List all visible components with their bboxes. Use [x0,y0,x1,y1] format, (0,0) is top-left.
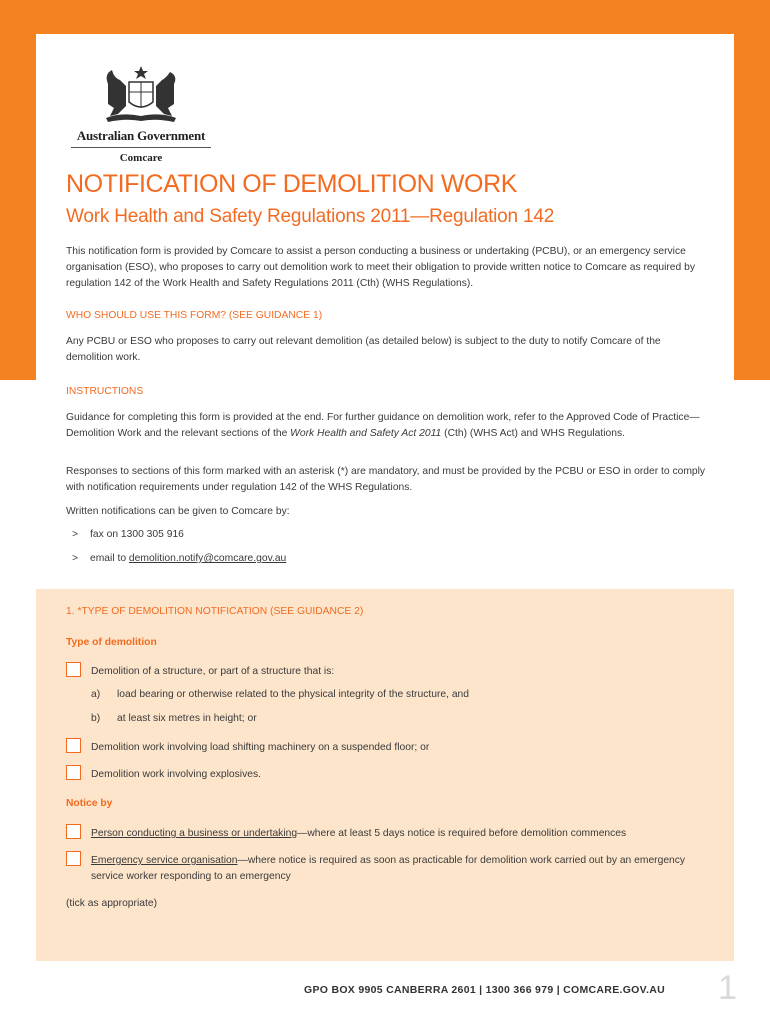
eso-description: —where notice is required as soon as practicable for demolition work carried out by an emergency service worker responding to an emergency [91,855,686,882]
instructions-text-end: (Cth) (WHS Act) and WHS Regulations. [441,428,625,439]
intro-paragraph: This notification form is provided by Comcare to assist a person conducting a business or undertaking (PCBU), or an emergency service organisation (ESO), who proposes to carry out demolition work to meet their obligation to provide written notice to Comcare as required by regulation 142 of the Work Health and Safety Regulations 2011 (Cth) (WHS Regulations). [66,246,695,289]
sub-item-marker: a) [91,689,101,700]
instructions-text: Guidance for completing this form is provided at the end. For further guidance on demolition work, refer to the Approved Code of Practice—Demolition Work and the relevant sections of the [66,412,700,439]
footer-contact: GPO BOX 9905 CANBERRA 2601 | 1300 366 979 | COMCARE.GOV.AU [304,984,665,996]
coat-of-arms-icon [96,64,186,126]
form-subtitle: Work Health and Safety Regulations 2011—Regulation 142 [66,206,555,227]
sub-item-marker: b) [91,713,101,724]
type-of-demolition-heading: Type of demolition [66,637,157,648]
structure-checkbox[interactable] [66,662,81,677]
eso-label [91,853,701,885]
pcbu-checkbox[interactable] [66,824,81,839]
fax-bullet [72,529,184,540]
instructions-paragraph-1 [66,410,706,442]
email-prefix: email to [90,553,129,564]
instructions-paragraph-3: Written notifications can be given to Comcare by: [66,506,290,517]
bullet-arrow-icon: > [72,553,79,564]
pcbu-label [91,826,701,842]
explosives-label: Demolition work involving explosives. [91,769,261,780]
sub-item-a [91,689,469,700]
form-title: NOTIFICATION OF DEMOLITION WORK [66,170,518,198]
explosives-checkbox[interactable] [66,765,81,780]
machinery-checkbox[interactable] [66,738,81,753]
machinery-label: Demolition work involving load shifting machinery on a suspended floor; or [91,742,430,753]
tick-note: (tick as appropriate) [66,898,157,909]
email-bullet [72,553,286,564]
who-paragraph: Any PCBU or ESO who proposes to carry out relevant demolition (as detailed below) is subject to the duty to notify Comcare of the demolition work. [66,336,661,363]
notice-by-heading: Notice by [66,798,113,809]
government-name: Australian Government [76,128,206,143]
act-title: Work Health and Safety Act 2011 [290,428,442,439]
page-number: 1 [718,969,737,1007]
instructions-paragraph-2: Responses to sections of this form marked with an asterisk (*) are mandatory, and must be provided by the PCBU or ESO in order to comply with notification requirements under regulation 142 of the WHS Regulations. [66,466,706,493]
who-heading: WHO SHOULD USE THIS FORM? (SEE GUIDANCE 1) [66,310,323,321]
sub-item-b [91,713,257,724]
fax-text: fax on 1300 305 916 [90,529,184,540]
agency-name: Comcare [119,152,163,164]
eso-checkbox[interactable] [66,851,81,866]
sub-item-a-text: load bearing or otherwise related to the physical integrity of the structure, and [117,689,470,700]
structure-label: Demolition of a structure, or part of a structure that is: [91,666,335,677]
section-1-panel [36,589,734,961]
sub-item-b-text: at least six metres in height; or [117,713,257,724]
section-1-heading: 1. *TYPE OF DEMOLITION NOTIFICATION (SEE GUIDANCE 2) [66,606,364,617]
government-logo [66,64,216,184]
form-page [36,34,737,1024]
pcbu-term: Person conducting a business or undertaking [91,828,298,839]
instructions-heading: INSTRUCTIONS [66,386,144,397]
logo-divider [71,147,211,148]
bullet-arrow-icon: > [72,529,79,540]
email-link[interactable]: demolition.notify@comcare.gov.au [128,553,287,564]
eso-term: Emergency service organisation [91,855,238,866]
pcbu-description: —where at least 5 days notice is required before demolition commences [297,828,627,839]
